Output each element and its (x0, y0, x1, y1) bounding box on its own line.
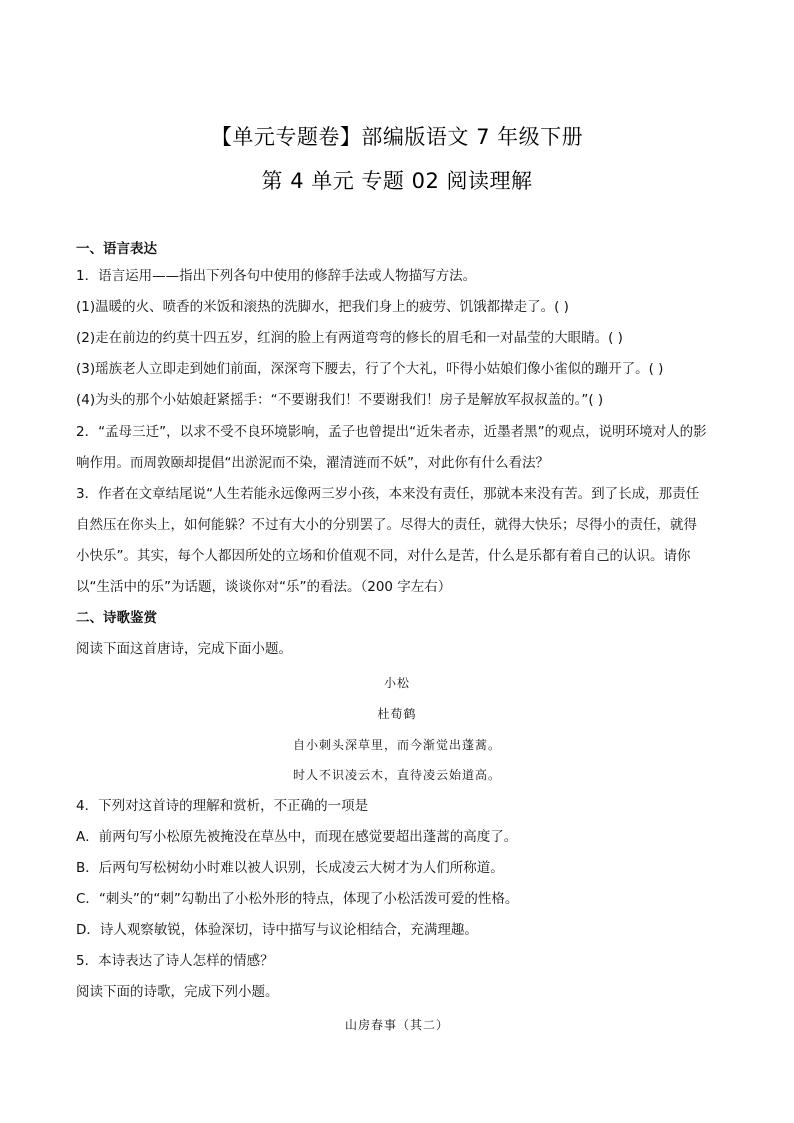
question-4-option-a: A．前两句写小松原先被掩没在草丛中，而现在感觉要超出蓬蒿的高度了。 (76, 829, 518, 845)
reading-instruction-1: 阅读下面这首唐诗，完成下面小题。 (76, 641, 292, 657)
question-4: 4．下列对这首诗的理解和赏析，不正确的一项是 (76, 798, 369, 814)
question-4-option-d: D．诗人观察敏锐，体验深切，诗中描写与议论相结合，充满理趣。 (76, 922, 478, 938)
question-2-line-1: 2．“孟母三迁”，以求不受不良环境影响，孟子也曾提出“近朱者赤，近墨者黑”的观点，说明环境对人的影 (76, 424, 707, 440)
question-3-line-4: 以“生活中的乐”为话题，谈谈你对“乐”的看法。（200 字左右） (76, 579, 452, 595)
question-1-item-1: (1)温暖的火、喷香的米饭和滚热的洗脚水，把我们身上的疲劳、饥饿都撵走了。( ) (76, 299, 569, 315)
question-1-item-3: (3)瑶族老人立即走到她们前面，深深弯下腰去，行了个大礼，吓得小姑娘们像小雀似的蹦开了。( ) (76, 361, 664, 377)
question-1-item-2: (2)走在前边的约莫十四五岁，红润的脸上有两道弯弯的修长的眉毛和一对晶莹的大眼睛。( ) (76, 330, 623, 346)
poem-line-2: 时人不识凌云木，直待凌云始道高。 (292, 768, 501, 782)
section-heading-language: 一、语言表达 (76, 241, 157, 257)
poem-title: 小松 (383, 676, 410, 690)
question-4-option-c: C．“刺头”的“刺”勾勒出了小松外形的特点，体现了小松活泼可爱的性格。 (76, 891, 519, 907)
poem-line-1: 自小刺头深草里，而今渐觉出蓬蒿。 (292, 738, 501, 752)
question-3-line-1: 3．作者在文章结尾说“人生若能永远像两三岁小孩，本来没有责任，那就本来没有苦。到了长成，那责任 (76, 486, 700, 502)
question-3-line-3: 小快乐”。其实，每个人都因所处的立场和价值观不同，对什么是苦，什么是乐都有着自己的认识。请你 (76, 548, 691, 564)
question-5: 5．本诗表达了诗人怎样的情感？ (76, 953, 274, 969)
document-title: 【单元专题卷】部编版语文 7 年级下册 (210, 125, 584, 149)
question-3-line-2: 自然压在你头上，如何能躲？不过有大小的分别罢了。尽得大的责任，就得大快乐；尽得小的责任，就得 (76, 517, 697, 533)
question-2-line-2: 响作用。而周敦颐却提倡“出淤泥而不染，濯清涟而不妖”，对此你有什么看法？ (76, 455, 549, 471)
question-4-option-b: B．后两句写松树幼小时难以被人识别，长成凌云大树才为人们所称道。 (76, 860, 504, 876)
question-1: 1．语言运用——指出下列各句中使用的修辞手法或人物描写方法。 (76, 268, 477, 284)
reading-instruction-2: 阅读下面的诗歌，完成下列小题。 (76, 984, 279, 1000)
question-1-item-4: (4)为头的那个小姑娘赶紧摇手：“不要谢我们！不要谢我们！房子是解放军叔叔盖的。”( ) (76, 392, 604, 408)
section-heading-poetry: 二、诗歌鉴赏 (76, 610, 157, 626)
document-subtitle: 第 4 单元 专题 02 阅读理解 (261, 169, 533, 193)
poem-author: 杜荀鹤 (377, 707, 417, 721)
poem-2-title: 山房春事（其二） (344, 1018, 449, 1032)
